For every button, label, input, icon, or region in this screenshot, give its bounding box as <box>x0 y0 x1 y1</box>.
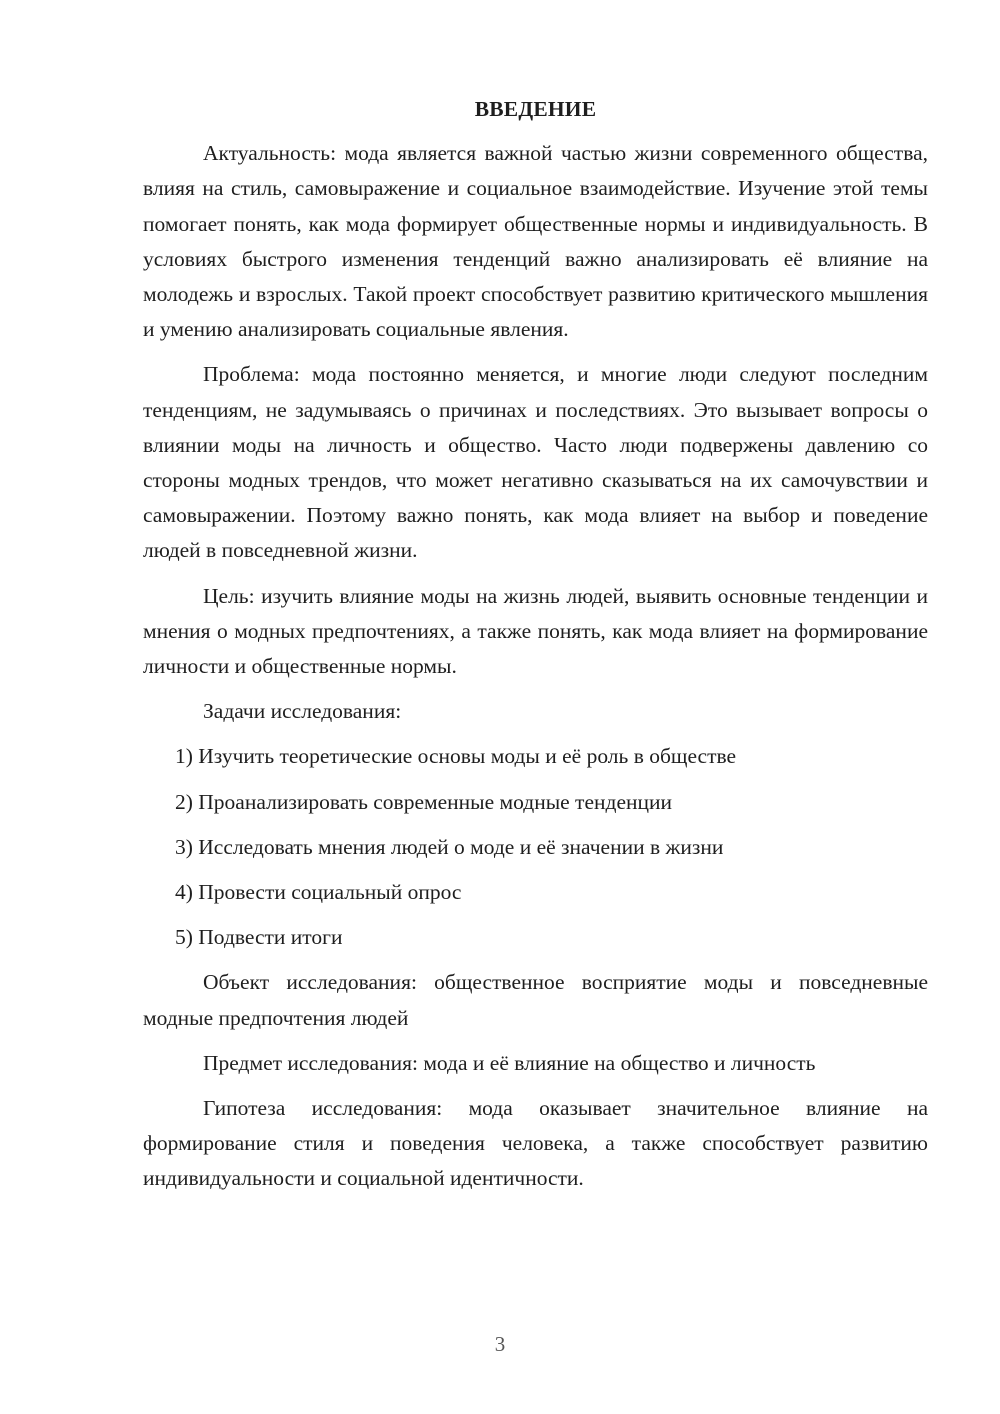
task-item-4: 4) Провести социальный опрос <box>175 880 462 905</box>
problem-paragraph: Проблема: мода постоянно меняется, и многие люди следуют последним тенденциям, не задумываясь о причинах и последствиях. Это вызывает вопросы о влиянии моды на личность и общество. Часто люди подвержены давлению со стороны модных трендов, что может негативно сказываться на их самочувствии и самовыражении. Поэтому важно понять, как мода влияет на выбор и поведение людей в повседневной жизни. <box>143 362 928 563</box>
relevance-paragraph: Актуальность: мода является важной частью жизни современного общества, влияя на стиль, самовыражение и социальное взаимодействие. Изучение этой темы помогает понять, как мода формирует общественные нормы и индивидуальность. В условиях быстрого изменения тенденций важно анализировать её влияние на молодежь и взрослых. Такой проект способствует развитию критического мышления и умению анализировать социальные явления. <box>143 141 928 342</box>
document-page <box>143 92 928 1207</box>
tasks-list <box>143 739 928 955</box>
task-item-1: 1) Изучить теоретические основы моды и её роль в обществе <box>175 744 737 769</box>
page-number: 3 <box>494 1332 506 1356</box>
task-item-2: 2) Проанализировать современные модные тенденции <box>175 789 673 814</box>
document-title: ВВЕДЕНИЕ <box>474 97 597 121</box>
goal-paragraph: Цель: изучить влияние моды на жизнь людей, выявить основные тенденции и мнения о модных предпочтениях, а также понять, как мода влияет на формирование личности и общественные нормы. <box>143 583 928 679</box>
task-item-3: 3) Исследовать мнения людей о моде и её значении в жизни <box>175 834 724 859</box>
subject-paragraph: Предмет исследования: мода и её влияние на общество и личность <box>203 1050 816 1075</box>
object-paragraph: Объект исследования: общественное восприятие моды и повседневные модные предпочтения людей <box>143 970 928 1030</box>
tasks-label: Задачи исследования: <box>203 699 402 724</box>
hypothesis-paragraph: Гипотеза исследования: мода оказывает значительное влияние на формирование стиля и поведения человека, а также способствует развитию индивидуальности и социальной идентичности. <box>143 1096 928 1191</box>
task-item-5: 5) Подвести итоги <box>175 925 343 950</box>
